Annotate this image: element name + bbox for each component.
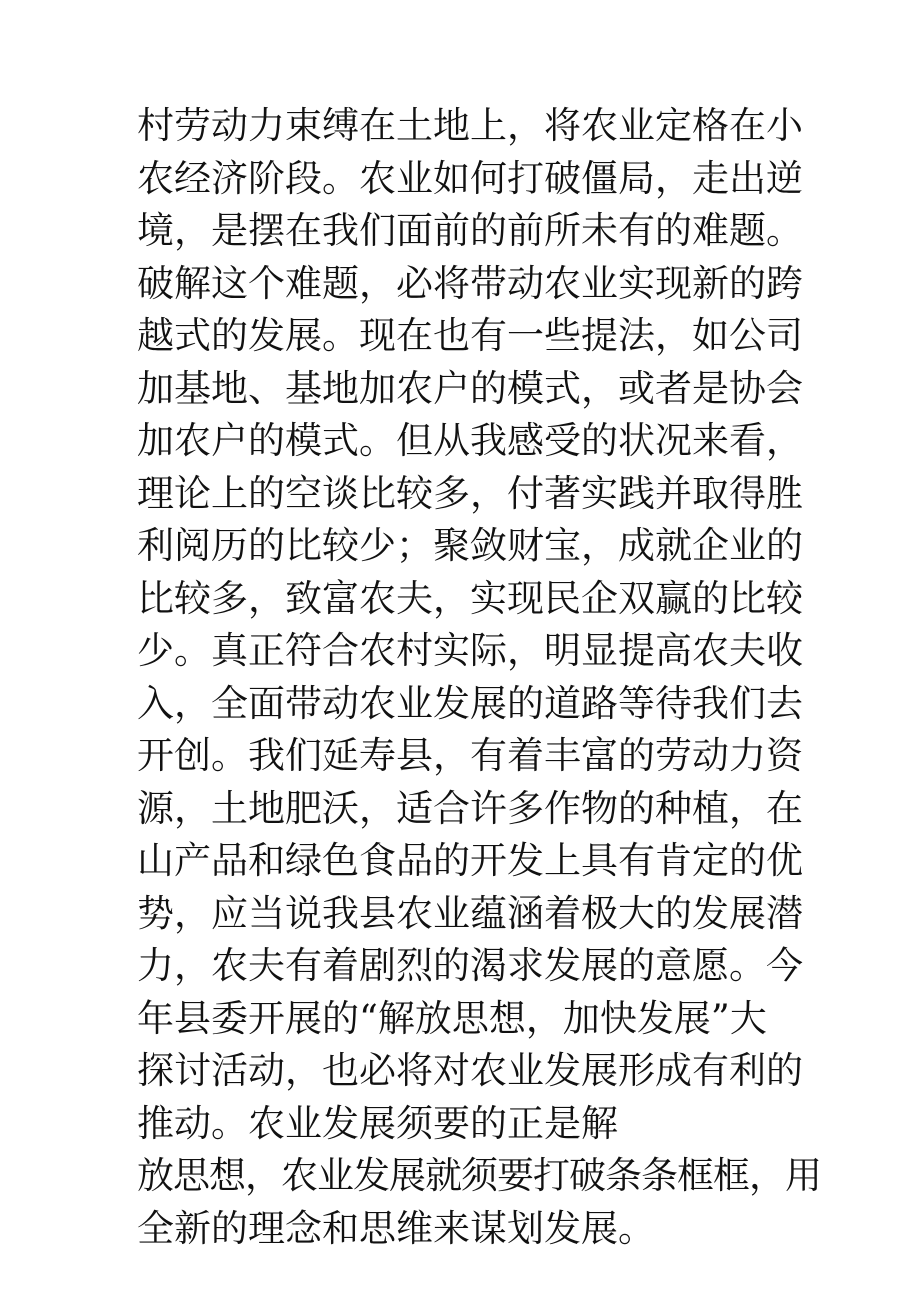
text-line: 境，是摆在我们面前的前所未有的难题。 [137, 209, 803, 252]
text-line: 探讨活动，也必将对农业发展形成有利的 [137, 1049, 803, 1092]
text-line: 破解这个难题，必将带动农业实现新的跨 [137, 261, 803, 305]
text-line: 农经济阶段。农业如何打破僵局，走出逆 [137, 156, 803, 200]
text-line: 利阅历的比较少；聚敛财宝，成就企业的 [137, 524, 803, 567]
text-line: 理论上的空谈比较多，付著实践并取得胜 [137, 471, 803, 515]
text-line: 年县委开展的“解放思想，加快发展”大 [137, 996, 767, 1040]
text-line: 势，应当说我县农业蕴涵着极大的发展潜 [137, 891, 803, 935]
text-line: 放思想，农业发展就须要打破条条框框，用 [137, 1154, 821, 1197]
text-line: 入，全面带动农业发展的道路等待我们去 [137, 681, 803, 725]
text-line: 山产品和绿色食品的开发上具有肯定的优 [137, 839, 803, 882]
text-line: 全新的理念和思维来谋划发展。 [137, 1206, 655, 1250]
body-paragraph [137, 100, 821, 1255]
text-line: 开创。我们延寿县，有着丰富的劳动力资 [137, 734, 803, 777]
text-line: 加农户的模式。但从我感受的状况来看， [137, 419, 803, 462]
text-line: 越式的发展。现在也有一些提法，如公司 [137, 314, 803, 357]
text-line: 比较多，致富农夫，实现民企双赢的比较 [137, 576, 803, 620]
text-line: 少。真正符合农村实际，明显提高农夫收 [137, 629, 803, 672]
text-line: 推动。农业发展须要的正是解 [137, 1101, 618, 1145]
text-line: 源，土地肥沃，适合许多作物的种植，在 [137, 786, 803, 830]
text-line: 加基地、基地加农户的模式，或者是协会 [137, 366, 803, 410]
text-line: 力，农夫有着剧烈的渴求发展的意愿。今 [137, 944, 803, 987]
text-line: 村劳动力束缚在土地上，将农业定格在小 [137, 104, 803, 147]
